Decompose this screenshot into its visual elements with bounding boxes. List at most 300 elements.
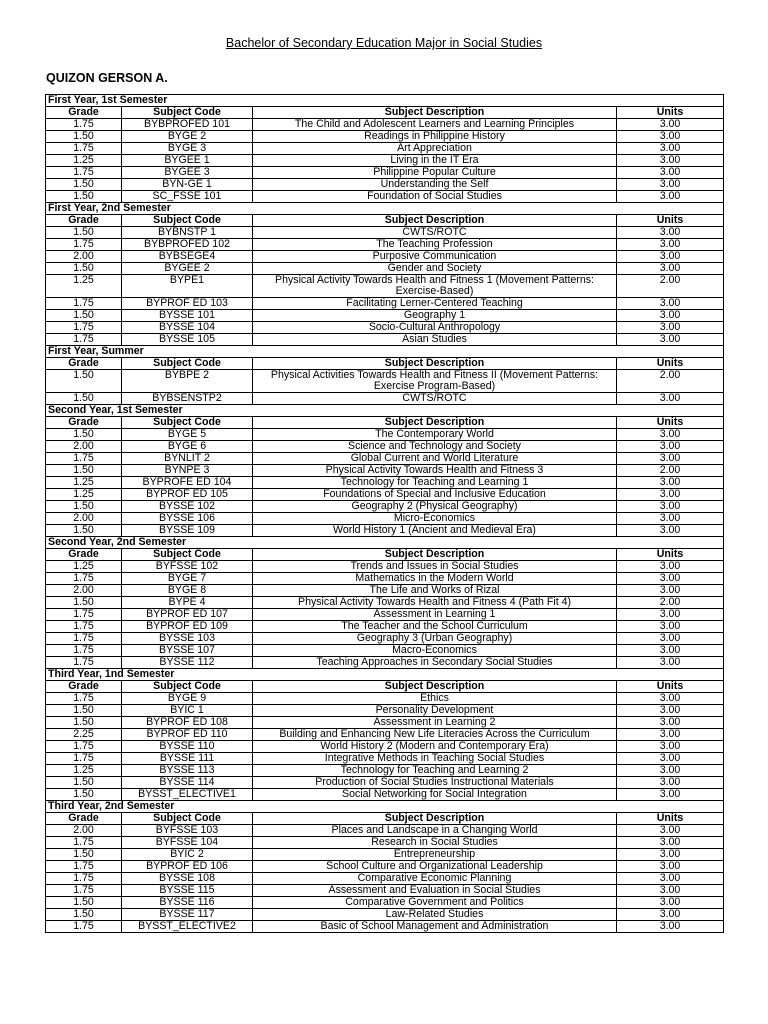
grade-cell: 1.50: [46, 393, 122, 405]
units-cell: 3.00: [617, 885, 724, 897]
table-row: [46, 275, 724, 298]
program-title: Bachelor of Secondary Education Major in Social Studies: [225, 36, 543, 50]
table-row: [46, 693, 724, 705]
units-cell: 3.00: [617, 334, 724, 346]
subject-description-cell: The Child and Adolescent Learners and Learning Principles: [253, 119, 617, 131]
grade-header: Grade: [46, 813, 122, 825]
subject-code-cell: BYN-GE 1: [122, 179, 253, 191]
subject-code-cell: BYBNSTP 1: [122, 227, 253, 239]
semester-label: First Year, 1st Semester: [46, 95, 724, 107]
table-row: [46, 729, 724, 741]
table-row: [46, 525, 724, 537]
units-cell: 3.00: [617, 789, 724, 801]
subject-code-cell: BYGE 8: [122, 585, 253, 597]
semester-heading-row: [46, 95, 724, 107]
grade-cell: 1.75: [46, 167, 122, 179]
grade-cell: 1.75: [46, 885, 122, 897]
units-cell: 3.00: [617, 633, 724, 645]
subject-description-header: Subject Description: [253, 417, 617, 429]
subject-description-cell: Comparative Economic Planning: [253, 873, 617, 885]
grade-cell: 1.25: [46, 275, 122, 298]
table-row: [46, 849, 724, 861]
subject-code-cell: BYGE 2: [122, 131, 253, 143]
units-cell: 3.00: [617, 298, 724, 310]
units-header: Units: [617, 681, 724, 693]
subject-description-cell: Mathematics in the Modern World: [253, 573, 617, 585]
table-row: [46, 131, 724, 143]
table-row: [46, 155, 724, 167]
grade-cell: 1.50: [46, 370, 122, 393]
subject-code-cell: BYSSE 103: [122, 633, 253, 645]
table-row: [46, 657, 724, 669]
table-row: [46, 322, 724, 334]
subject-code-cell: BYSSE 101: [122, 310, 253, 322]
grade-cell: 2.25: [46, 729, 122, 741]
grade-cell: 2.00: [46, 441, 122, 453]
subject-description-cell: Technology for Teaching and Learning 2: [253, 765, 617, 777]
subject-code-cell: SC_FSSE 101: [122, 191, 253, 203]
subject-code-cell: BYSSE 110: [122, 741, 253, 753]
table-row: [46, 453, 724, 465]
units-cell: 2.00: [617, 465, 724, 477]
subject-description-cell: Understanding the Self: [253, 179, 617, 191]
grade-cell: 1.75: [46, 861, 122, 873]
subject-code-cell: BYGE 3: [122, 143, 253, 155]
subject-code-cell: BYGEE 1: [122, 155, 253, 167]
units-cell: 3.00: [617, 561, 724, 573]
table-row: [46, 705, 724, 717]
subject-code-cell: BYPROF ED 108: [122, 717, 253, 729]
units-cell: 3.00: [617, 777, 724, 789]
units-cell: 3.00: [617, 227, 724, 239]
units-cell: 3.00: [617, 119, 724, 131]
units-cell: 3.00: [617, 143, 724, 155]
subject-code-cell: BYSSE 107: [122, 645, 253, 657]
units-cell: 3.00: [617, 155, 724, 167]
table-row: [46, 441, 724, 453]
subject-code-cell: BYPROF ED 105: [122, 489, 253, 501]
subject-description-cell: The Contemporary World: [253, 429, 617, 441]
table-row: [46, 465, 724, 477]
subject-code-header: Subject Code: [122, 215, 253, 227]
subject-description-cell: Science and Technology and Society: [253, 441, 617, 453]
student-name: QUIZON GERSON A.: [46, 71, 168, 85]
grade-cell: 1.50: [46, 310, 122, 322]
grade-cell: 1.75: [46, 693, 122, 705]
units-cell: 3.00: [617, 741, 724, 753]
subject-description-cell: Technology for Teaching and Learning 1: [253, 477, 617, 489]
subject-code-header: Subject Code: [122, 107, 253, 119]
subject-code-cell: BYSSE 102: [122, 501, 253, 513]
table-row: [46, 263, 724, 275]
units-cell: 3.00: [617, 621, 724, 633]
subject-description-cell: Trends and Issues in Social Studies: [253, 561, 617, 573]
subject-code-cell: BYPE 4: [122, 597, 253, 609]
table-row: [46, 143, 724, 155]
table-row: [46, 298, 724, 310]
units-cell: 3.00: [617, 837, 724, 849]
grade-cell: 2.00: [46, 585, 122, 597]
column-header-row: [46, 215, 724, 227]
subject-description-header: Subject Description: [253, 107, 617, 119]
subject-code-header: Subject Code: [122, 681, 253, 693]
grade-cell: 2.00: [46, 513, 122, 525]
subject-description-cell: World History 1 (Ancient and Medieval Era): [253, 525, 617, 537]
grade-header: Grade: [46, 417, 122, 429]
subject-description-cell: Assessment and Evaluation in Social Studies: [253, 885, 617, 897]
table-row: [46, 897, 724, 909]
subject-description-cell: Foundation of Social Studies: [253, 191, 617, 203]
grade-cell: 1.75: [46, 645, 122, 657]
subject-code-cell: BYSSE 108: [122, 873, 253, 885]
grade-cell: 1.50: [46, 429, 122, 441]
subject-code-cell: BYFSSE 102: [122, 561, 253, 573]
grade-cell: 1.50: [46, 717, 122, 729]
subject-code-cell: BYGEE 2: [122, 263, 253, 275]
grade-cell: 1.50: [46, 263, 122, 275]
subject-description-cell: Purposive Communication: [253, 251, 617, 263]
grade-cell: 1.50: [46, 597, 122, 609]
semester-label: Third Year, 1nd Semester: [46, 669, 724, 681]
subject-code-cell: BYPROF ED 109: [122, 621, 253, 633]
table-row: [46, 573, 724, 585]
subject-code-cell: BYPROFE ED 104: [122, 477, 253, 489]
table-row: [46, 561, 724, 573]
subject-description-cell: Comparative Government and Politics: [253, 897, 617, 909]
units-cell: 3.00: [617, 489, 724, 501]
table-row: [46, 429, 724, 441]
column-header-row: [46, 681, 724, 693]
units-cell: 3.00: [617, 609, 724, 621]
units-header: Units: [617, 358, 724, 370]
grade-cell: 1.50: [46, 777, 122, 789]
units-cell: 3.00: [617, 322, 724, 334]
subject-description-cell: Teaching Approaches in Secondary Social Studies: [253, 657, 617, 669]
table-row: [46, 191, 724, 203]
units-header: Units: [617, 813, 724, 825]
subject-code-cell: BYSSE 117: [122, 909, 253, 921]
subject-description-cell: Physical Activity Towards Health and Fitness 1 (Movement Patterns: Exercise-Based): [253, 275, 617, 298]
subject-description-header: Subject Description: [253, 358, 617, 370]
units-cell: 3.00: [617, 849, 724, 861]
subject-description-cell: CWTS/ROTC: [253, 227, 617, 239]
table-row: [46, 909, 724, 921]
table-row: [46, 239, 724, 251]
units-cell: 3.00: [617, 131, 724, 143]
table-row: [46, 741, 724, 753]
subject-code-cell: BYBSEGE4: [122, 251, 253, 263]
subject-code-header: Subject Code: [122, 549, 253, 561]
subject-description-header: Subject Description: [253, 215, 617, 227]
grade-cell: 1.75: [46, 119, 122, 131]
subject-code-cell: BYPROF ED 107: [122, 609, 253, 621]
units-cell: 3.00: [617, 921, 724, 933]
table-row: [46, 251, 724, 263]
column-header-row: [46, 417, 724, 429]
subject-code-cell: BYNPE 3: [122, 465, 253, 477]
units-cell: 3.00: [617, 693, 724, 705]
subject-description-cell: The Teacher and the School Curriculum: [253, 621, 617, 633]
subject-description-cell: Research in Social Studies: [253, 837, 617, 849]
units-cell: 3.00: [617, 729, 724, 741]
table-row: [46, 513, 724, 525]
table-row: [46, 861, 724, 873]
grade-cell: 1.75: [46, 621, 122, 633]
units-cell: 3.00: [617, 873, 724, 885]
subject-code-cell: BYNLIT 2: [122, 453, 253, 465]
grade-cell: 1.75: [46, 753, 122, 765]
table-row: [46, 825, 724, 837]
table-row: [46, 585, 724, 597]
subject-description-cell: Production of Social Studies Instructional Materials: [253, 777, 617, 789]
semester-heading-row: [46, 346, 724, 358]
units-cell: 3.00: [617, 179, 724, 191]
table-row: [46, 633, 724, 645]
subject-description-cell: Basic of School Management and Administration: [253, 921, 617, 933]
semester-heading-row: [46, 669, 724, 681]
subject-description-cell: Geography 2 (Physical Geography): [253, 501, 617, 513]
subject-code-cell: BYGEE 3: [122, 167, 253, 179]
subject-code-cell: BYIC 2: [122, 849, 253, 861]
subject-description-cell: CWTS/ROTC: [253, 393, 617, 405]
table-row: [46, 597, 724, 609]
table-row: [46, 179, 724, 191]
subject-description-cell: Geography 1: [253, 310, 617, 322]
subject-code-cell: BYSSE 111: [122, 753, 253, 765]
table-row: [46, 717, 724, 729]
units-cell: 3.00: [617, 645, 724, 657]
grade-cell: 1.25: [46, 477, 122, 489]
grade-cell: 1.50: [46, 909, 122, 921]
grade-cell: 1.75: [46, 633, 122, 645]
units-cell: 3.00: [617, 573, 724, 585]
grade-cell: 1.50: [46, 131, 122, 143]
table-row: [46, 765, 724, 777]
subject-description-cell: Gender and Society: [253, 263, 617, 275]
subject-description-cell: Facilitating Lerner-Centered Teaching: [253, 298, 617, 310]
subject-description-cell: Global Current and World Literature: [253, 453, 617, 465]
subject-code-header: Subject Code: [122, 358, 253, 370]
subject-description-cell: Integrative Methods in Teaching Social Studies: [253, 753, 617, 765]
units-cell: 3.00: [617, 765, 724, 777]
units-cell: 3.00: [617, 717, 724, 729]
subject-code-header: Subject Code: [122, 813, 253, 825]
subject-code-cell: BYFSSE 104: [122, 837, 253, 849]
grade-cell: 1.25: [46, 155, 122, 167]
grade-cell: 1.75: [46, 334, 122, 346]
grade-cell: 1.25: [46, 765, 122, 777]
grade-cell: 1.75: [46, 573, 122, 585]
grade-cell: 1.75: [46, 921, 122, 933]
subject-description-cell: School Culture and Organizational Leadership: [253, 861, 617, 873]
units-cell: 3.00: [617, 441, 724, 453]
grade-header: Grade: [46, 107, 122, 119]
subject-description-cell: Physical Activity Towards Health and Fitness 4 (Path Fit 4): [253, 597, 617, 609]
grade-cell: 1.50: [46, 191, 122, 203]
units-cell: 3.00: [617, 525, 724, 537]
table-row: [46, 921, 724, 933]
grade-cell: 1.75: [46, 609, 122, 621]
grade-header: Grade: [46, 358, 122, 370]
grade-cell: 1.50: [46, 179, 122, 191]
units-header: Units: [617, 549, 724, 561]
grade-header: Grade: [46, 549, 122, 561]
semester-label: Second Year, 2nd Semester: [46, 537, 724, 549]
grade-cell: 2.00: [46, 825, 122, 837]
subject-code-cell: BYGE 6: [122, 441, 253, 453]
grade-cell: 1.75: [46, 873, 122, 885]
semester-heading-row: [46, 801, 724, 813]
subject-code-cell: BYBPROFED 102: [122, 239, 253, 251]
subject-code-cell: BYSSE 112: [122, 657, 253, 669]
grade-cell: 1.50: [46, 525, 122, 537]
subject-description-cell: Art Appreciation: [253, 143, 617, 155]
subject-code-cell: BYSSE 116: [122, 897, 253, 909]
subject-description-cell: Readings in Philippine History: [253, 131, 617, 143]
grade-cell: 1.25: [46, 489, 122, 501]
subject-description-cell: The Life and Works of Rizal: [253, 585, 617, 597]
subject-code-cell: BYBSENSTP2: [122, 393, 253, 405]
table-row: [46, 489, 724, 501]
units-cell: 3.00: [617, 513, 724, 525]
units-cell: 3.00: [617, 477, 724, 489]
table-row: [46, 609, 724, 621]
grade-cell: 1.75: [46, 322, 122, 334]
subject-code-cell: BYSSE 106: [122, 513, 253, 525]
table-row: [46, 119, 724, 131]
units-cell: 3.00: [617, 393, 724, 405]
subject-code-cell: BYSSE 109: [122, 525, 253, 537]
units-cell: 3.00: [617, 191, 724, 203]
grades-table-body: [46, 95, 724, 933]
grade-cell: 2.00: [46, 251, 122, 263]
grade-cell: 1.50: [46, 227, 122, 239]
semester-heading-row: [46, 537, 724, 549]
units-cell: 3.00: [617, 501, 724, 513]
subject-code-cell: BYIC 1: [122, 705, 253, 717]
subject-code-cell: BYSSE 105: [122, 334, 253, 346]
semester-label: First Year, 2nd Semester: [46, 203, 724, 215]
table-row: [46, 885, 724, 897]
subject-code-cell: BYPROF ED 106: [122, 861, 253, 873]
subject-description-cell: Places and Landscape in a Changing World: [253, 825, 617, 837]
subject-description-cell: Assessment in Learning 1: [253, 609, 617, 621]
semester-label: Second Year, 1st Semester: [46, 405, 724, 417]
subject-description-header: Subject Description: [253, 813, 617, 825]
units-cell: 2.00: [617, 597, 724, 609]
subject-description-cell: World History 2 (Modern and Contemporary Era): [253, 741, 617, 753]
grade-cell: 1.50: [46, 789, 122, 801]
subject-description-cell: Physical Activity Towards Health and Fitness 3: [253, 465, 617, 477]
semester-heading-row: [46, 405, 724, 417]
table-row: [46, 873, 724, 885]
subject-code-cell: BYSSE 115: [122, 885, 253, 897]
units-cell: 2.00: [617, 275, 724, 298]
subject-description-header: Subject Description: [253, 549, 617, 561]
table-row: [46, 777, 724, 789]
subject-description-cell: Social Networking for Social Integration: [253, 789, 617, 801]
subject-code-cell: BYSST_ELECTIVE1: [122, 789, 253, 801]
units-cell: 3.00: [617, 263, 724, 275]
subject-description-cell: Geography 3 (Urban Geography): [253, 633, 617, 645]
subject-description-cell: The Teaching Profession: [253, 239, 617, 251]
subject-code-header: Subject Code: [122, 417, 253, 429]
table-row: [46, 645, 724, 657]
grade-cell: 1.50: [46, 465, 122, 477]
subject-code-cell: BYSST_ELECTIVE2: [122, 921, 253, 933]
subject-description-cell: Micro-Economics: [253, 513, 617, 525]
table-row: [46, 370, 724, 393]
subject-description-cell: Macro-Economics: [253, 645, 617, 657]
units-header: Units: [617, 417, 724, 429]
subject-code-cell: BYSSE 104: [122, 322, 253, 334]
grade-cell: 1.50: [46, 849, 122, 861]
subject-description-cell: Physical Activities Towards Health and Fitness II (Movement Patterns: Exercise Program-Based): [253, 370, 617, 393]
subject-description-cell: Philippine Popular Culture: [253, 167, 617, 179]
grade-cell: 1.50: [46, 501, 122, 513]
subject-description-cell: Foundations of Special and Inclusive Education: [253, 489, 617, 501]
units-cell: 3.00: [617, 453, 724, 465]
subject-code-cell: BYSSE 114: [122, 777, 253, 789]
grade-cell: 1.75: [46, 741, 122, 753]
units-cell: 3.00: [617, 239, 724, 251]
units-cell: 3.00: [617, 251, 724, 263]
units-cell: 3.00: [617, 310, 724, 322]
grade-cell: 1.75: [46, 143, 122, 155]
grade-header: Grade: [46, 681, 122, 693]
units-cell: 3.00: [617, 825, 724, 837]
subject-code-cell: BYSSE 113: [122, 765, 253, 777]
grade-header: Grade: [46, 215, 122, 227]
subject-description-cell: Living in the IT Era: [253, 155, 617, 167]
subject-code-cell: BYGE 9: [122, 693, 253, 705]
subject-code-cell: BYPROF ED 110: [122, 729, 253, 741]
subject-code-cell: BYPE1: [122, 275, 253, 298]
units-cell: 3.00: [617, 429, 724, 441]
grade-cell: 1.50: [46, 897, 122, 909]
units-header: Units: [617, 215, 724, 227]
table-row: [46, 167, 724, 179]
table-row: [46, 393, 724, 405]
units-cell: 3.00: [617, 585, 724, 597]
table-row: [46, 837, 724, 849]
subject-description-cell: Law-Related Studies: [253, 909, 617, 921]
units-cell: 3.00: [617, 897, 724, 909]
subject-description-cell: Asian Studies: [253, 334, 617, 346]
subject-description-cell: Entrepreneurship: [253, 849, 617, 861]
subject-code-cell: BYPROF ED 103: [122, 298, 253, 310]
subject-code-cell: BYBPE 2: [122, 370, 253, 393]
grade-cell: 1.75: [46, 239, 122, 251]
subject-description-header: Subject Description: [253, 681, 617, 693]
subject-description-cell: Building and Enhancing New Life Literacies Across the Curriculum: [253, 729, 617, 741]
units-cell: 3.00: [617, 657, 724, 669]
column-header-row: [46, 813, 724, 825]
subject-description-cell: Socio-Cultural Anthropology: [253, 322, 617, 334]
grade-cell: 1.75: [46, 453, 122, 465]
column-header-row: [46, 107, 724, 119]
subject-description-cell: Assessment in Learning 2: [253, 717, 617, 729]
grade-cell: 1.75: [46, 837, 122, 849]
subject-description-cell: Ethics: [253, 693, 617, 705]
subject-code-cell: BYGE 5: [122, 429, 253, 441]
column-header-row: [46, 358, 724, 370]
table-row: [46, 501, 724, 513]
subject-code-cell: BYBPROFED 101: [122, 119, 253, 131]
units-cell: 3.00: [617, 167, 724, 179]
subject-description-cell: Personality Development: [253, 705, 617, 717]
units-cell: 3.00: [617, 705, 724, 717]
